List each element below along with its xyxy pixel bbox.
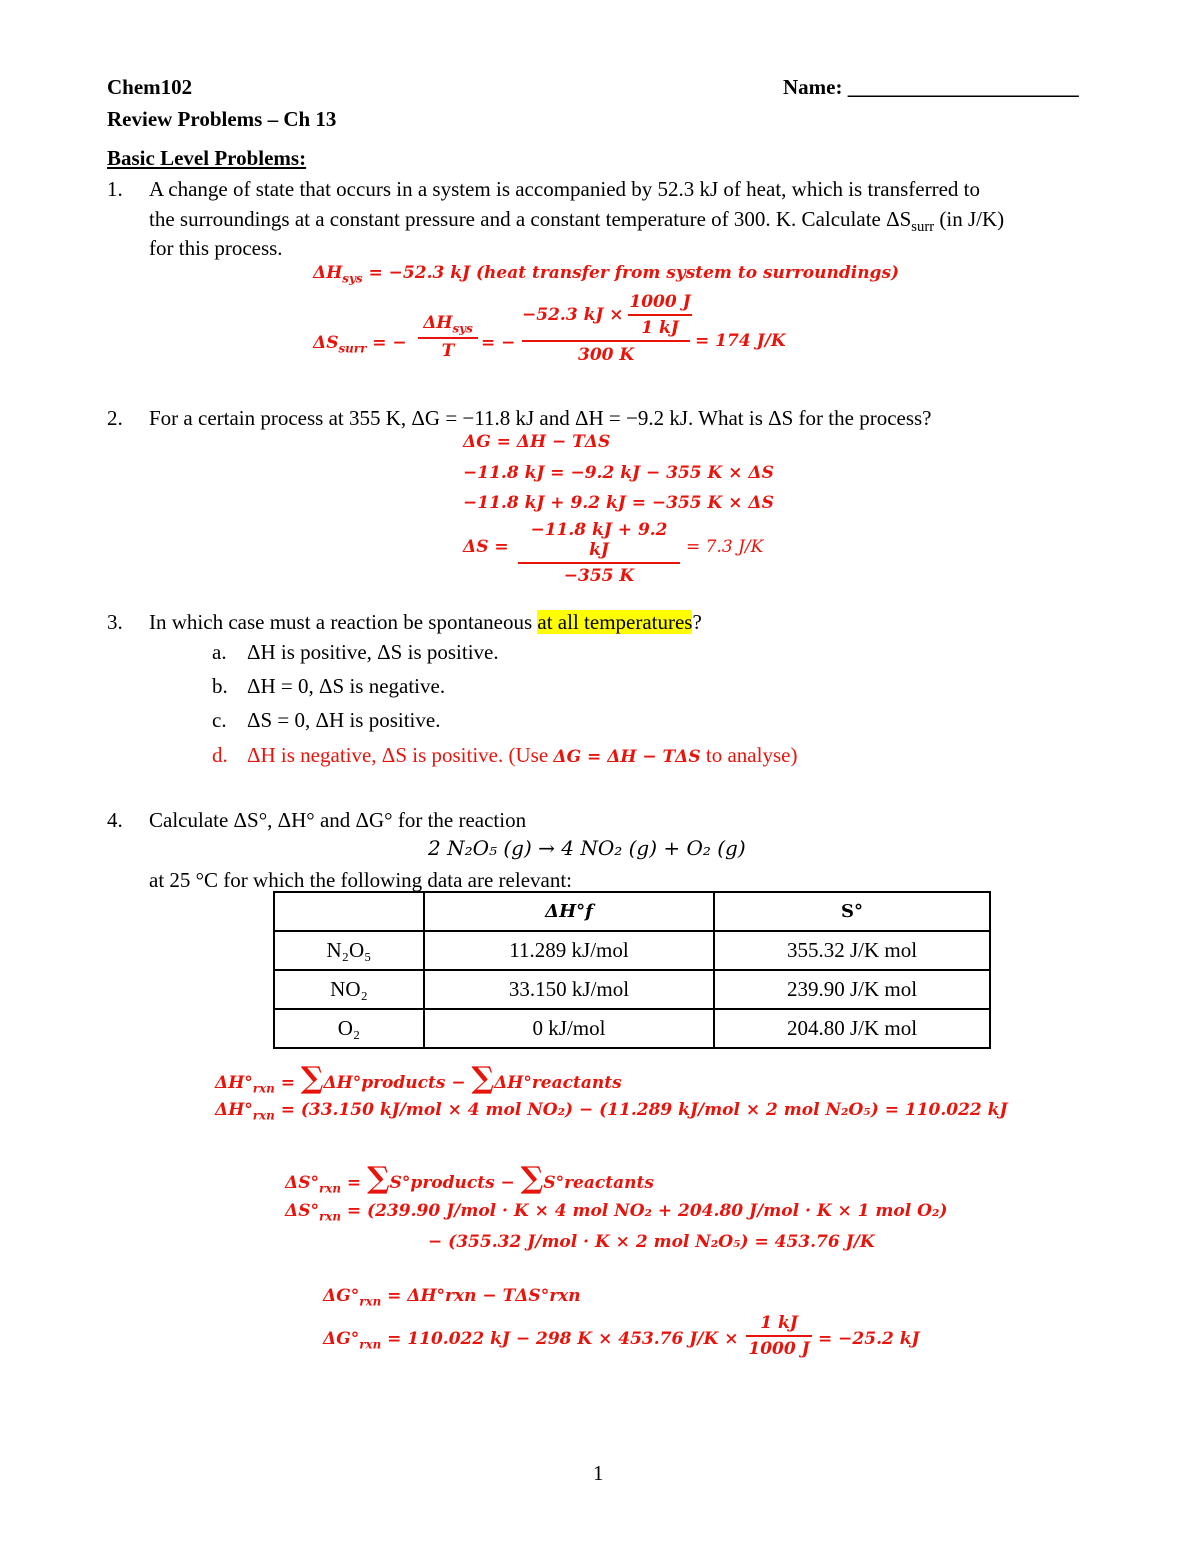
- q1-line2-end: (in J/K): [939, 207, 1005, 231]
- q4-ds-calc-lhs: ΔS°: [285, 1201, 319, 1221]
- q4-dh-reactants: ΔH°reactants: [494, 1073, 622, 1093]
- q4-dg-lhs-sub: rxn: [359, 1294, 382, 1309]
- q1-frac1-bar: [418, 337, 478, 339]
- q1-frac2-num: −52.3 kJ ×: [522, 305, 624, 325]
- q2-frac-num: −11.8 kJ + 9.2 kJ: [530, 520, 668, 560]
- q2-line1: ΔG = ΔH − TΔS: [463, 432, 611, 452]
- table-cell: 204.80 J/K mol: [714, 1009, 990, 1048]
- table-row: [274, 970, 990, 1009]
- table-cell: 0 kJ/mol: [424, 1009, 714, 1048]
- q4-ds-reactants: S°reactants: [543, 1173, 654, 1193]
- page-number: 1: [593, 1461, 604, 1485]
- q3-option-d-math: ΔG = ΔH − TΔS: [553, 747, 701, 767]
- q3-text-before: In which case must a reaction be spontaneous: [149, 610, 538, 634]
- q4-ds-lhs-sub: rxn: [318, 1181, 341, 1196]
- q4-ds-calculation-line2: − (355.32 J/mol · K × 2 mol N₂O₅) = 453.76 J/K: [428, 1232, 875, 1252]
- q3-option-d-text: ΔH is negative, ΔS is positive. (Use: [247, 743, 554, 767]
- q2-result: = 7.3 J/K: [686, 537, 764, 557]
- q1-sol1-dh: ΔH: [313, 263, 343, 283]
- q3-option-b-letter: b.: [212, 674, 228, 698]
- q4-dg-rest: = ΔH°rxn − TΔS°rxn: [387, 1286, 581, 1306]
- q4-dg-frac-den: 1000 J: [748, 1339, 810, 1359]
- q1-line3: for this process.: [149, 236, 283, 260]
- q1-solution-line1: [313, 263, 899, 285]
- q4-ds-calc-sub: rxn: [318, 1209, 341, 1224]
- q3-option-c-letter: c.: [212, 708, 227, 732]
- table-cell: NO₂: [274, 970, 424, 1009]
- q1-frac1-num: [418, 313, 478, 335]
- q1-fraction-dh-over-t: [418, 313, 478, 361]
- q1-number: 1.: [107, 177, 123, 201]
- table-cell: 355.32 J/K mol: [714, 931, 990, 970]
- q4-dg-frac-num: 1 kJ: [760, 1313, 798, 1333]
- q4-ds-lhs: ΔS°: [285, 1173, 319, 1193]
- q2-frac-den: −355 K: [563, 566, 635, 586]
- q1-eq-minus: = −: [372, 333, 407, 353]
- q4-dh-definition: [215, 1061, 622, 1096]
- q4-ds-calc-text1: = (239.90 J/mol · K × 4 mol NO₂ + 204.80 J/mol · K × 1 mol O₂): [346, 1201, 948, 1221]
- name-label-text: Name:: [783, 75, 843, 99]
- q4-text: Calculate ΔS°, ΔH° and ΔG° for the reaction: [149, 808, 527, 832]
- q4-dh-lhs: ΔH°: [215, 1073, 253, 1093]
- table-header-row: [274, 892, 990, 931]
- table-cell: 239.90 J/K mol: [714, 970, 990, 1009]
- q1-sol1-rest: = −52.3 kJ (heat transfer from system to surroundings): [368, 263, 900, 283]
- table-cell: O₂: [274, 1009, 424, 1048]
- q1-main-fraction-bar: [522, 340, 690, 342]
- name-label: [783, 75, 1079, 100]
- q2-line2: −11.8 kJ = −9.2 kJ − 355 K × ΔS: [463, 463, 774, 483]
- q2-fraction: [518, 520, 680, 586]
- course-title: Chem102: [107, 75, 193, 99]
- q3-option-b: ΔH = 0, ΔS is negative.: [247, 674, 446, 698]
- q4-ds-eq: =: [346, 1173, 362, 1193]
- q2-frac-bar: [518, 562, 680, 564]
- q1-lhs: [313, 333, 407, 355]
- q3-text: [149, 610, 702, 635]
- sum-icon: ∑: [520, 1161, 544, 1196]
- q1-frac1-num-text: ΔH: [423, 313, 453, 333]
- q1-eq-minus2: = −: [481, 333, 516, 353]
- q4-ds-calculation-line1: [285, 1201, 947, 1223]
- q1-inner-bar: [628, 314, 692, 316]
- q2-line3: −11.8 kJ + 9.2 kJ = −355 K × ΔS: [463, 493, 774, 513]
- subtitle: Review Problems – Ch 13: [107, 107, 337, 131]
- q1-frac1-den: T: [441, 341, 455, 362]
- table-row: [274, 1009, 990, 1048]
- table-cell: 11.289 kJ/mol: [424, 931, 714, 970]
- q4-dg-result: = −25.2 kJ: [818, 1329, 920, 1349]
- sum-icon: ∑: [367, 1161, 390, 1196]
- thermo-data-table: [273, 891, 991, 1049]
- q4-dh-calculation: [215, 1100, 1008, 1122]
- q1-line2-sub: surr: [911, 219, 935, 236]
- q1-frac2-den: 300 K: [578, 345, 635, 365]
- sum-icon: ∑: [471, 1061, 495, 1096]
- q3-option-c: ΔS = 0, ΔH is positive.: [247, 708, 441, 732]
- section-heading: Basic Level Problems:: [107, 146, 307, 170]
- q4-dg-frac-bar: [746, 1335, 812, 1337]
- q4-dg-definition: [323, 1286, 581, 1308]
- table-header-cell: [274, 892, 424, 931]
- table-cell: N₂O₅: [274, 931, 424, 970]
- table-header-cell: ΔH°f: [424, 892, 714, 931]
- q3-option-d: [247, 743, 797, 768]
- q4-dh-lhs-sub: rxn: [252, 1081, 275, 1096]
- q4-dh-calc-sub: rxn: [252, 1108, 275, 1123]
- q4-number: 4.: [107, 808, 123, 832]
- q1-inner-fraction: [628, 292, 692, 338]
- q1-lhs-ds: ΔS: [313, 333, 339, 353]
- q4-text2: at 25 °C for which the following data are relevant:: [149, 868, 573, 892]
- q4-dh-products: ΔH°products −: [323, 1073, 466, 1093]
- q3-option-a: ΔH is positive, ΔS is positive.: [247, 640, 499, 664]
- q1-line1: A change of state that occurs in a system is accompanied by 52.3 kJ of heat, which is transferred to: [149, 177, 981, 201]
- q4-dh-calc-lhs: ΔH°: [215, 1100, 253, 1120]
- q4-ds-products: S°products −: [389, 1173, 515, 1193]
- sum-icon: ∑: [300, 1061, 324, 1096]
- q1-frac1-num-sub: sys: [452, 321, 473, 336]
- q1-result: = 174 J/K: [695, 331, 786, 351]
- q3-option-d-letter: d.: [212, 743, 228, 767]
- q3-text-after: ?: [692, 610, 702, 634]
- q4-ds-definition: [285, 1161, 654, 1196]
- name-line: ______________________: [847, 75, 1079, 99]
- table-cell: 33.150 kJ/mol: [424, 970, 714, 1009]
- q1-lhs-sub: surr: [338, 341, 367, 356]
- q3-number: 3.: [107, 610, 123, 634]
- q4-dg-calc-sub: rxn: [359, 1337, 382, 1352]
- q2-text: For a certain process at 355 K, ΔG = −11.8 kJ and ΔH = −9.2 kJ. What is ΔS for the process?: [149, 406, 932, 430]
- q2-number: 2.: [107, 406, 123, 430]
- q3-option-a-letter: a.: [212, 640, 227, 664]
- q1-inner-num: 1000 J: [629, 292, 691, 312]
- q4-dg-fraction: [746, 1313, 812, 1359]
- q2-lhs: ΔS =: [463, 537, 509, 557]
- q4-dh-eq: =: [280, 1073, 295, 1093]
- q1-line2-text: the surroundings at a constant pressure and a constant temperature of 300. K. Calculate ΔS: [149, 207, 912, 231]
- q1-sol1-sub: sys: [342, 271, 363, 286]
- q3-highlight: at all temperatures: [537, 610, 693, 634]
- table-header-cell: S°: [714, 892, 990, 931]
- q4-reaction: 2 N₂O₅ (g) → 4 NO₂ (g) + O₂ (g): [428, 836, 746, 860]
- q1-line2: [149, 207, 1004, 236]
- q4-dh-calc-text: = (33.150 kJ/mol × 4 mol NO₂) − (11.289 kJ/mol × 2 mol N₂O₅) = 110.022 kJ: [280, 1100, 1008, 1120]
- q3-option-d-tail: to analyse): [700, 743, 798, 767]
- q4-dg-calc-text: = 110.022 kJ − 298 K × 453.76 J/K ×: [387, 1329, 739, 1349]
- table-row: [274, 931, 990, 970]
- q4-dg-calc-lhs: ΔG°: [323, 1329, 360, 1349]
- q4-dg-calculation: [323, 1329, 738, 1351]
- q4-dg-lhs: ΔG°: [323, 1286, 360, 1306]
- q1-inner-den: 1 kJ: [641, 318, 679, 338]
